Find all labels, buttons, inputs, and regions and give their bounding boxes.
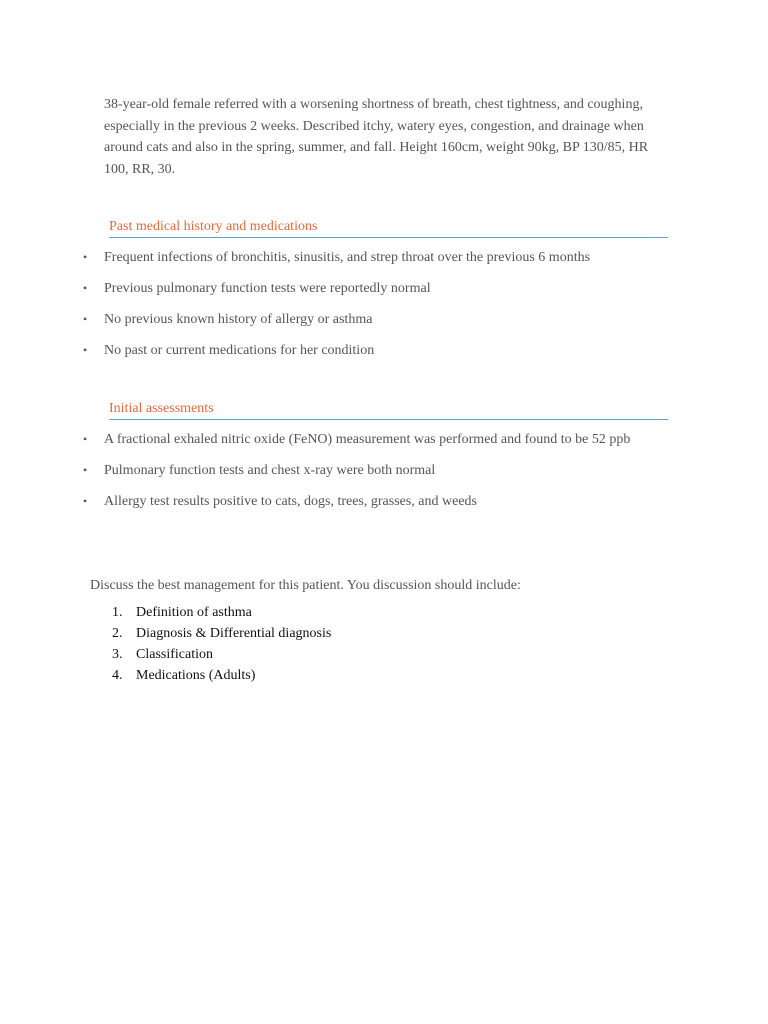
list-item [112, 623, 331, 644]
list-item-text: Allergy test results positive to cats, dogs, trees, grasses, and weeds [104, 494, 478, 509]
list-item [112, 602, 331, 623]
list-item [112, 644, 331, 665]
bullet-list [80, 247, 680, 361]
case-description: 38-year-old female referred with a worsening shortness of breath, chest tightness, and coughing, especially in the previous 2 weeks. Described itchy, watery eyes, congestion, and drainage when around cats and also in the spring, summer, and fall. Height 160cm, weight 90kg, BP 130/85, HR 100, RR, 30. [104, 97, 649, 177]
section-heading: Initial assessments [109, 400, 668, 420]
list-item [80, 340, 649, 361]
bullet-icon: • [83, 250, 88, 264]
bullet-icon: • [83, 463, 88, 477]
list-item [80, 491, 649, 512]
section-initial-assessments [80, 400, 680, 512]
list-item [80, 429, 649, 450]
item-text: Definition of asthma [136, 605, 252, 620]
item-text: Diagnosis & Differential diagnosis [136, 626, 332, 641]
bullet-icon: • [83, 343, 88, 357]
list-item [80, 247, 649, 268]
discussion-topics-list [112, 602, 331, 686]
item-number: 2. [112, 626, 123, 641]
list-item-text: Frequent infections of bronchitis, sinusitis, and strep throat over the previous 6 months [104, 250, 591, 265]
list-item-text: A fractional exhaled nitric oxide (FeNO) measurement was performed and found to be 52 ppb [104, 432, 631, 447]
bullet-list [80, 429, 680, 512]
list-item [80, 460, 649, 481]
list-item-text: No previous known history of allergy or asthma [104, 312, 373, 327]
list-item [112, 665, 331, 686]
item-text: Medications (Adults) [136, 668, 256, 683]
list-item [80, 309, 649, 330]
item-number: 4. [112, 668, 123, 683]
list-item [80, 278, 649, 299]
bullet-icon: • [83, 432, 88, 446]
section-heading: Past medical history and medications [109, 218, 668, 238]
section-past-medical-history [80, 218, 680, 361]
list-item-text: Pulmonary function tests and chest x-ray were both normal [104, 463, 436, 478]
list-item-text: Previous pulmonary function tests were reportedly normal [104, 281, 431, 296]
discussion-prompt: Discuss the best management for this patient. You discussion should include: [90, 578, 521, 593]
bullet-icon: • [83, 312, 88, 326]
item-number: 1. [112, 605, 123, 620]
list-item-text: No past or current medications for her condition [104, 343, 375, 358]
item-number: 3. [112, 647, 123, 662]
bullet-icon: • [83, 494, 88, 508]
item-text: Classification [136, 647, 213, 662]
bullet-icon: • [83, 281, 88, 295]
